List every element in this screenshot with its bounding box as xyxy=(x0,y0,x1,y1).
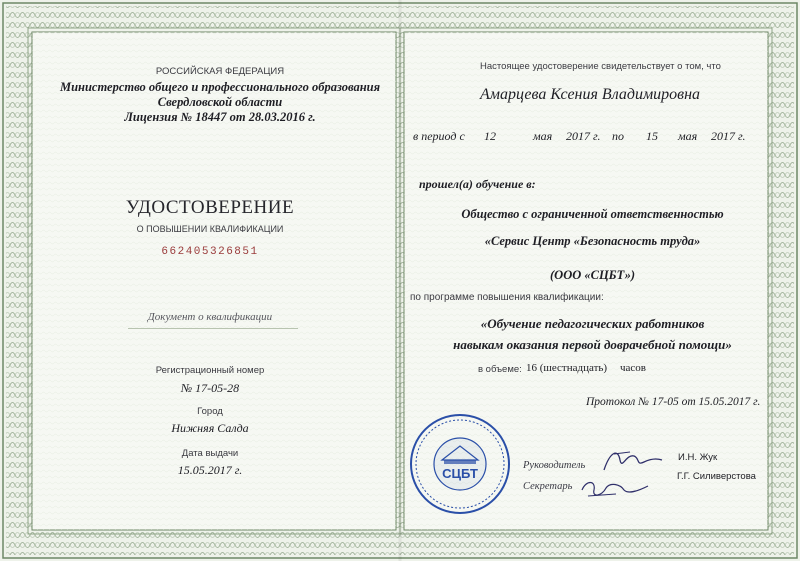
period-from-year: 2017 г. xyxy=(566,129,601,143)
license-line: Лицензия № 18447 от 28.03.2016 г. xyxy=(124,110,316,124)
program-line2: навыкам оказания первой доврачебной помощи» xyxy=(453,337,732,352)
doc-type-line xyxy=(128,328,298,329)
issue-date-label: Дата выдачи xyxy=(181,448,239,459)
secretary-signature xyxy=(576,474,656,504)
city-label: Город xyxy=(197,406,223,417)
head-name: И.Н. Жук xyxy=(678,452,718,463)
trained-at-label: прошел(а) обучение в: xyxy=(419,177,536,191)
org-line2: «Сервис Центр «Безопасность труда» xyxy=(484,234,701,248)
period-from-month: мая xyxy=(533,129,553,143)
stamp-center-text: СЦБТ xyxy=(442,466,478,481)
reg-number-label: Регистрационный номер xyxy=(155,365,265,376)
ministry-line2: Свердловской области xyxy=(157,95,283,109)
program-label: по программе повышения квалификации: xyxy=(410,292,604,303)
program-line1: «Обучение педагогических работников xyxy=(480,316,705,331)
volume-unit: часов xyxy=(620,362,646,374)
secretary-name: Г.Г. Силиверстова xyxy=(677,471,756,482)
org-line1: Общество с ограниченной ответственностью xyxy=(461,207,724,221)
period-to-label: по xyxy=(612,129,624,143)
ministry-line1: Министерство общего и профессионального образования xyxy=(59,80,381,94)
secretary-label: Секретарь xyxy=(523,481,573,492)
period-to-day: 15 xyxy=(646,129,658,143)
document-type: Документ о квалификации xyxy=(147,311,273,323)
city-value: Нижняя Салда xyxy=(171,421,249,435)
period-to-year: 2017 г. xyxy=(711,129,746,143)
country-label: РОССИЙСКАЯ ФЕДЕРАЦИЯ xyxy=(155,66,285,77)
volume-value: 16 (шестнадцать) xyxy=(526,362,608,374)
issue-date-value: 15.05.2017 г. xyxy=(177,463,243,477)
holder-name: Амарцева Ксения Владимировна xyxy=(480,86,701,103)
period-from-day: 12 xyxy=(484,129,496,143)
head-signature xyxy=(596,444,666,478)
intro-text: Настоящее удостоверение свидетельствует о том, что xyxy=(480,61,721,72)
org-short-name: (ООО «СЦБТ») xyxy=(550,268,635,282)
period-to-month: мая xyxy=(678,129,698,143)
document-subtitle: О ПОВЫШЕНИИ КВАЛИФИКАЦИИ xyxy=(136,224,284,234)
volume-label: в объеме: xyxy=(478,364,522,375)
head-label: Руководитель xyxy=(523,460,586,471)
protocol-line: Протокол № 17-05 от 15.05.2017 г. xyxy=(586,396,761,408)
organization-stamp xyxy=(408,412,512,516)
period-label: в период с xyxy=(413,129,465,143)
reg-number-value: № 17-05-28 xyxy=(180,381,240,395)
serial-number: 662405326851 xyxy=(161,246,259,258)
document-title: УДОСТОВЕРЕНИЕ xyxy=(125,197,295,218)
